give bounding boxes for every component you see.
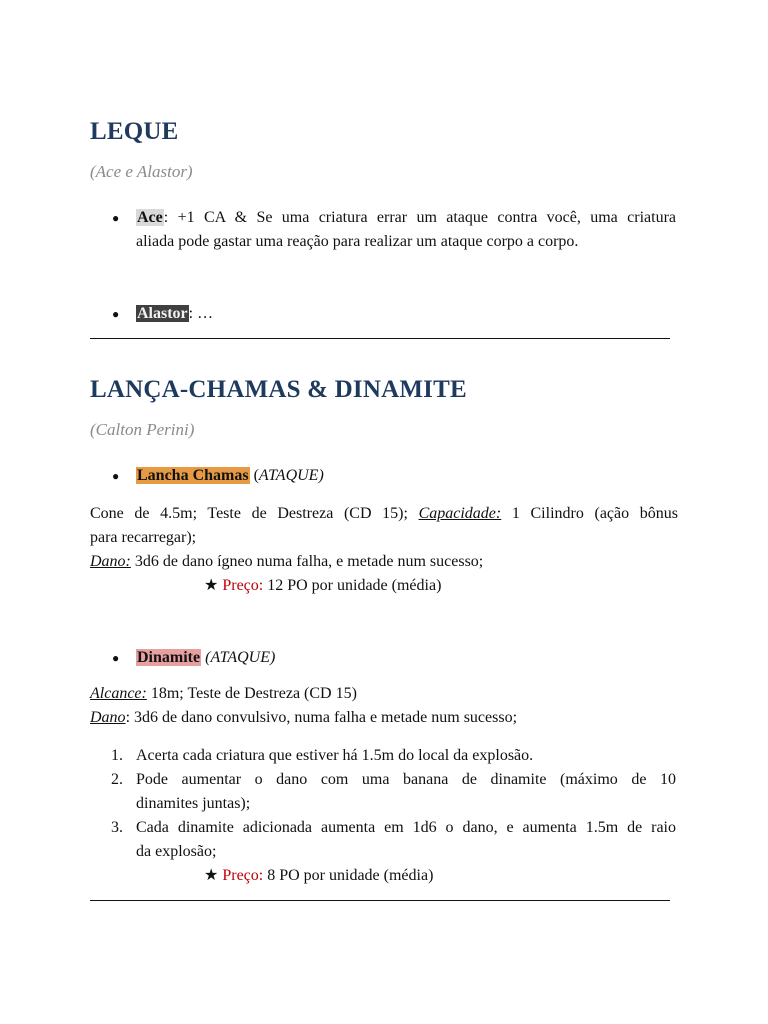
lancha-line1-b: 1 Cilindro (ação bônus <box>501 505 678 522</box>
alcance-text: 18m; Teste de Destreza (CD 15) <box>146 685 357 702</box>
list-number: 3. <box>111 819 123 836</box>
dano-label: Dano: <box>90 553 131 570</box>
ace-chip: Ace <box>137 209 163 226</box>
dano-label: Dano <box>90 709 126 726</box>
list-number: 2. <box>111 771 123 788</box>
section-title-leque: LEQUE <box>90 118 179 145</box>
lancha-line1-a: Cone de 4.5m; Teste de Destreza (CD 15); <box>90 505 419 522</box>
list-number: 1. <box>111 747 123 764</box>
preco-text: 12 PO por unidade (média) <box>263 577 442 594</box>
bullet-dot: ● <box>112 211 120 225</box>
bullet-dot: ● <box>112 307 120 321</box>
lancha-line2: para recarregar); <box>90 529 197 546</box>
star-icon: ★ <box>204 867 219 884</box>
list-line: Cada dinamite adicionada aumenta em 1d6 o dano, e aumenta 1.5m de raio <box>136 819 676 836</box>
dinamite-chip: Dinamite <box>137 649 201 666</box>
preco-label: Preço: <box>222 577 264 594</box>
bullet-dot: ● <box>112 651 120 665</box>
section-title-lanca-chamas: LANÇA-CHAMAS & DINAMITE <box>90 376 467 403</box>
list-item-ace <box>136 206 676 254</box>
list-item-dinamite <box>136 646 676 670</box>
dinamite-price <box>204 864 674 888</box>
section-subtitle-leque: (Ace e Alastor) <box>90 162 193 181</box>
list-line: da explosão; <box>136 843 217 860</box>
section-divider <box>90 338 670 339</box>
ace-text-line1: : +1 CA & Se uma criatura errar um ataque contra você, uma criatura <box>163 209 676 226</box>
numbered-list-item <box>136 816 676 864</box>
preco-label: Preço: <box>222 867 264 884</box>
numbered-list-item <box>136 768 676 816</box>
dano-text: : 3d6 de dano convulsivo, numa falha e metade num sucesso; <box>125 709 518 726</box>
ataque-tag: ATAQUE) <box>258 467 324 484</box>
section-subtitle-lanca-chamas: (Calton Perini) <box>90 420 195 439</box>
paren-open: ( <box>249 467 259 484</box>
lancha-chamas-chip: Lancha Chamas <box>137 467 249 484</box>
list-line: Pode aumentar o dano com uma banana de dinamite (máximo de 10 <box>136 771 676 788</box>
lancha-chamas-description <box>90 502 678 598</box>
star-icon: ★ <box>204 577 219 594</box>
bullet-dot: ● <box>112 469 120 483</box>
alastor-chip: Alastor <box>137 305 188 322</box>
section-divider <box>90 900 670 901</box>
ataque-tag: (ATAQUE) <box>201 649 276 666</box>
dinamite-description <box>90 682 678 730</box>
list-item-lancha-chamas <box>136 464 676 488</box>
capacidade-label: Capacidade: <box>418 505 502 522</box>
ace-text-line2: aliada pode gastar uma reação para realizar um ataque corpo a corpo. <box>136 233 579 250</box>
dano-text: 3d6 de dano ígneo numa falha, e metade num sucesso; <box>130 553 484 570</box>
list-line: dinamites juntas); <box>136 795 251 812</box>
preco-text: 8 PO por unidade (média) <box>263 867 434 884</box>
list-item-alastor <box>136 302 676 326</box>
alastor-text: : … <box>188 305 214 322</box>
numbered-list-item: Acerta cada criatura que estiver há 1.5m do local da explosão. <box>136 747 534 764</box>
alcance-label: Alcance: <box>90 685 147 702</box>
